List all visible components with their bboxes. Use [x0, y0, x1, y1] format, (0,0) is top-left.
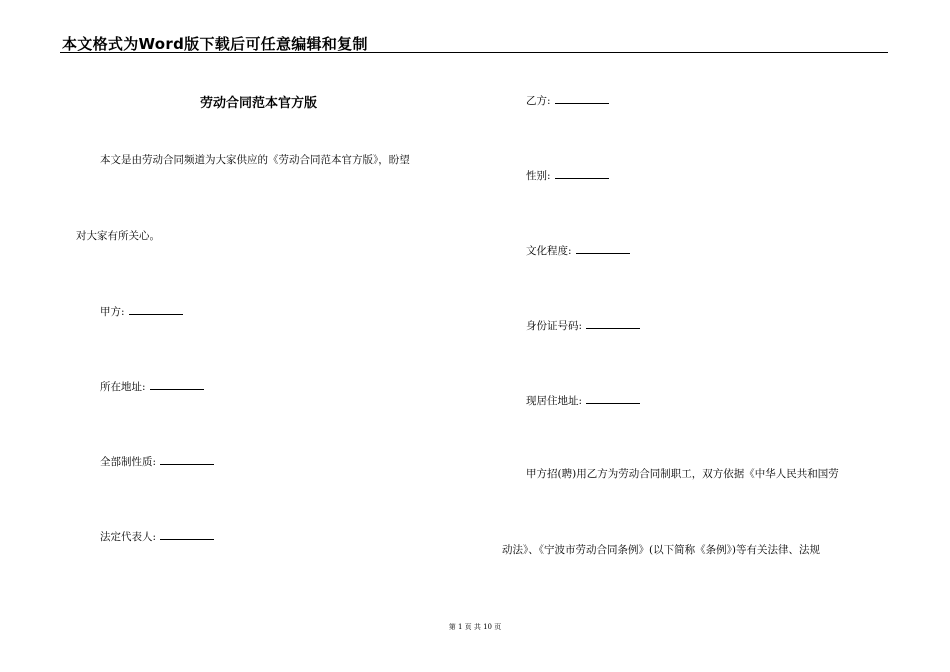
id-number-blank [586, 318, 640, 329]
party-a-label: 甲方: [100, 306, 125, 318]
current-address-field [526, 393, 640, 408]
education-label: 文化程度: [526, 245, 572, 257]
id-number-field [526, 318, 640, 333]
ownership-blank [160, 454, 214, 465]
address-field [100, 379, 204, 394]
education-blank [576, 243, 630, 254]
intro-line-1: 本文是由劳动合同频道为大家供应的《劳动合同范本官方版》，盼望 [100, 154, 410, 166]
party-b-blank [555, 93, 609, 104]
contract-paragraph-line-1: 甲方招(聘)用乙方为劳动合同制职工，双方依据《中华人民共和国劳 [526, 468, 839, 480]
contract-paragraph-line-2: 动法》、《宁波市劳动合同条例》(以下简称《条例》)等有关法律、法规 [502, 544, 820, 556]
address-label: 所在地址: [100, 381, 146, 393]
page-title: 劳动合同范本官方版 [200, 96, 318, 111]
party-a-field [100, 304, 183, 319]
id-number-label: 身份证号码: [526, 320, 583, 332]
legal-rep-field [100, 529, 214, 544]
party-a-blank [129, 304, 183, 315]
current-address-label: 现居住地址: [526, 395, 583, 407]
legal-rep-label: 法定代表人: [100, 531, 157, 543]
current-address-blank [586, 393, 640, 404]
banner-divider [60, 52, 888, 53]
address-blank [150, 379, 204, 390]
document-banner: 本文格式为Word版下载后可任意编辑和复制 [62, 35, 368, 53]
gender-field [526, 168, 609, 183]
intro-line-2: 对大家有所关心。 [76, 230, 160, 242]
legal-rep-blank [160, 529, 214, 540]
ownership-field [100, 454, 214, 469]
ownership-label: 全部制性质: [100, 456, 157, 468]
education-field [526, 243, 630, 258]
party-b-label: 乙方: [526, 95, 551, 107]
gender-blank [555, 168, 609, 179]
gender-label: 性别: [526, 170, 551, 182]
party-b-field [526, 93, 609, 108]
page-number: 第 1 页 共 10 页 [448, 623, 502, 631]
